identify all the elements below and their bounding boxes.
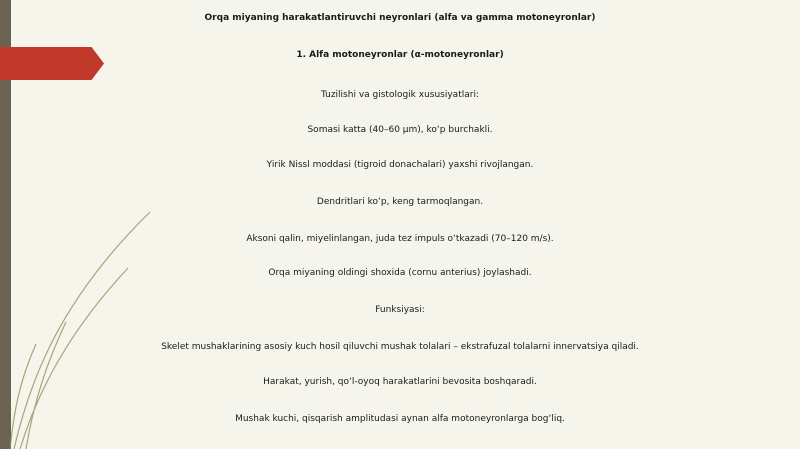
body-line: Harakat, yurish, qo‘l-oyoq harakatlarini bevosita boshqaradi. <box>263 377 537 387</box>
body-line: Yirik Nissl moddasi (tigroid donachalari) yaxshi rivojlangan. <box>266 160 534 170</box>
body-line: Funksiyasi: <box>375 305 425 315</box>
body-line: Somasi katta (40–60 µm), ko‘p burchakli. <box>307 125 493 135</box>
body-line: Aksoni qalin, miyelinlangan, juda tez impuls o‘tkazadi (70–120 m/s). <box>246 234 554 244</box>
body-line: Orqa miyaning oldingi shoxida (cornu anterius) joylashadi. <box>268 268 532 278</box>
body-line: Dendritlari ko‘p, keng tarmoqlangan. <box>316 197 484 207</box>
body-line: Tuzilishi va gistologik xususiyatlari: <box>321 90 479 100</box>
slide-subtitle: 1. Alfa motoneyronlar (α-motoneyronlar) <box>296 50 504 60</box>
slide-title: Orqa miyaning harakatlantiruvchi neyronlari (alfa va gamma motoneyronlar) <box>204 13 596 23</box>
body-line: Skelet mushaklarining asosiy kuch hosil qiluvchi mushak tolalari – ekstrafuzal tolalarni innervatsiya qiladi. <box>161 342 639 352</box>
body-line: Mushak kuchi, qisqarish amplitudasi aynan alfa motoneyronlarga bog‘liq. <box>235 414 565 424</box>
